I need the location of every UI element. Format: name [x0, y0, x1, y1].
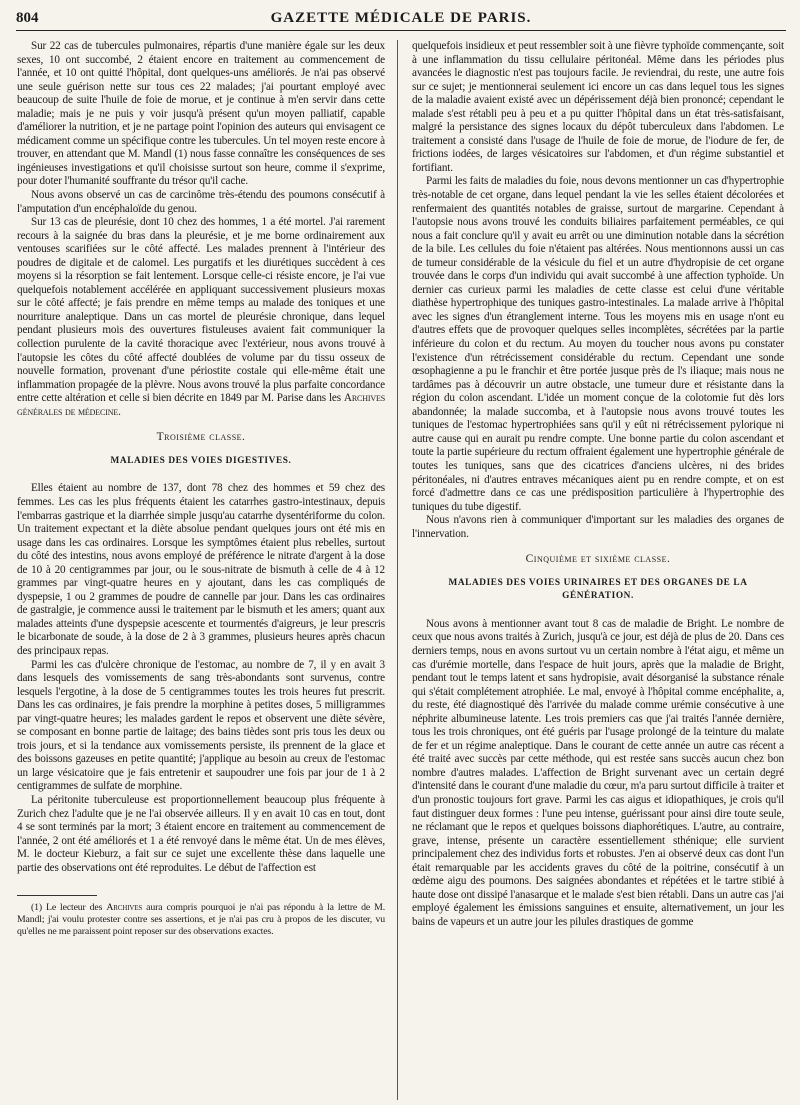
- left-column: [17, 40, 385, 1102]
- paragraph-peritonitis-cont: quelquefois insidieux et peut ressembler soit à une fièvre typhoïde commençante, soit à une inflammation du tissu cellulaire péritonéal. Même dans les périodes plus avancées le diagnostic n'est pas toujours facile. Je reviendrai, du reste, une autre fois sur ce sujet; je mentionnerai seulement ici encore un cas dans lequel tous les signes de la maladie avaient existé avec un dépérissement déjà bien prononcé; cependant le malade s'est rétabli peu à peu et a pu quitter l'hôpital dans un état très-satisfaisant, malgré la persistance des signes locaux du dépôt tuberculeux dans l'abdomen. Le traitement a consisté dans l'usage de l'huile de foie de morue, de l'iodure de fer, de frictions iodées, de larges vésicatoires sur l'abdomen, et d'un régime substantiel et fortifiant.: [412, 40, 784, 174]
- section-heading-class-3: Troisième classe.: [156, 431, 246, 444]
- page-number: 804: [16, 10, 39, 26]
- paragraph-bright-disease: Nous avons à mentionner avant tout 8 cas de maladie de Bright. Le nombre de ceux que nous avons traités à Zurich, jusqu'à ce jour, est déjà de plus de 20. Dans ces derniers temps, nous en avons surtout vu un certain nombre à l'état aigu, et même un cas d'urémie mortelle, dans l'espace de huit jours, après que la maladie de Bright, pendant tout le temps latent et sans hydropisie, avait désorganisé la substance rénale qui s'était complétement atrophiée. Le mal, envoyé à l'hôpital comme encéphalite, a, du reste, été diagnostiqué dès l'arrivée du malade comme urémie consécutive à une néphrite albumineuse latente. Les trois premiers cas que j'ai traités l'année dernière, tous les trois chroniques, ont été guéris par l'usage prolongé de la teinture du malate de fer et un régime analeptique. Dans le courant de cette année un autre cas récent a été traité avec succès par cette méthode, qui est restée sans succès aucun chez bon nombre d'autres malades. L'affection de Bright survenant avec un certain degré d'intensité dans le courant d'une maladie du cœur, m'a paru surtout difficile à traiter et d'un pronostic toujours fort grave. Parmi les cas aigus et idiopathiques, je crois qu'il faut distinguer deux formes : l'une peu intense, guérissant pour ainsi dire toute seule, ne réclamant que le repos et quelques boissons diaphorétiques. L'autre, au contraire, grave, intense, présente un caractère essentiellement sthénique; elle survient principalement chez des individus forts et robustes. J'en ai observé deux cas dont l'un était remarquable par les accidents graves du côté de la poitrine, consécutif à un œdème aigu des poumons. Des saignées abondantes et répétées et le tartre stibié à haute dose ont dissipé l'anasarque et le malade s'est bien rétabli. Dans un autre cas j'ai employé également les émissions sanguines et ensuite, alternativement, un jour les bains de vapeurs et un autre jour les pilules drastiques de gomme: [412, 617, 784, 928]
- paragraph-tuberculosis: Sur 22 cas de tubercules pulmonaires, répartis d'une manière égale sur les deux sexes, 10 ont succombé, 2 étaient encore en traitement au commencement de l'année, et 10 ont quitté l'hôpital, dont quelques-uns améliorés. Je n'ai pas observé une seule guérison nette sur tous ces 22 malades; j'ai pourtant employé avec beaucoup de suite l'huile de foie de morue, et je continue à m'en servir dans cette maladie; mais je ne puis y voir jusqu'à présent qu'un moyen palliatif, capable d'améliorer la nutrition, et je ne partage point l'opinion des auteurs qui envisagent ce médicament comme un spécifique contre les tubercules. Un tel moyen reste encore à trouver, en attendant que M. Mandl (1) nous fasse connaître les conséquences de ses ingénieuses investigations et qu'il choisisse surtout son heure, comme il s'exprime, pour doter l'humanité souffrante du trésor qu'il cache.: [17, 40, 385, 188]
- source-citation: Archives générales de médecine.: [17, 392, 385, 418]
- page-header: [16, 8, 786, 31]
- paragraph-digestive: Elles étaient au nombre de 137, dont 78 chez des hommes et 59 chez des femmes. Les cas les plus fréquents étaient les catarrhes gastro-intestinaux, depuis l'embarras gastrique et la diarrhée simple jusqu'au catarrhe dysentériforme du colon. Un traitement expectant et la diète absolue pendant quelques jours ont été mis en usage dans les cas ordinaires. Lorsque les symptômes étaient plus rebelles, surtout du côté des intestins, nous avons employé de préférence le nitrate d'argent à la dose de 10 à 20 centigrammes par jour, ou le sous-nitrate de bismuth à celle de 4 à 12 grammes par vingt-quatre heures en y ajoutant, dans les cas compliqués de dyspepsie, 1 ou 2 grammes de poudre de cannelle par jour. Dans les cas ordinaires de gastralgie, je commence aussi le traitement par le bismuth et les amers; quant aux malades atteints d'une dyspepsie acescente et tourmentés d'aigreurs, je leur prescris le bicarbonate de soude, à la dose de 2 à 3 grammes, plusieurs heures après chacun des principaux repas.: [17, 482, 385, 657]
- paragraph-pleurisy: [17, 216, 385, 419]
- section-subheading-digestive: MALADIES DES VOIES DIGESTIVES.: [110, 455, 292, 466]
- footnote-text-b: aura compris pourquoi je n'ai pas répondu à la lettre de M. Mandl; j'ai voulu protester contre ses assertions, et je n'ai pas cru à propos de les discuter, vu qu'elles ne me paraissent point reposer sur des observations exactes.: [17, 902, 385, 938]
- footnote-text-a: (1) Le lecteur des: [31, 902, 107, 914]
- footnote-source: Archives: [106, 902, 143, 914]
- section-subheading-urinary: MALADIES DES VOIES URINAIRES ET DES ORGANES DE LA GÉNÉRATION.: [448, 577, 748, 602]
- paragraph-carcinoma: Nous avons observé un cas de carcinôme très-étendu des poumons consécutif à l'amputation d'un encéphaloïde du genou.: [17, 189, 385, 215]
- paragraph-liver: Parmi les faits de maladies du foie, nous devons mentionner un cas d'hypertrophie très-notable de cet organe, dans lequel pendant la vie les selles étaient décolorées et renfermaient des quantités notables de graisse, surtout de margarine. Cependant à l'autopsie nous avons trouvé les conduits biliaires parfaitement perméables, ce qui nous a fait conclure qu'il y avait eu arrêt ou une diminution notable dans la sécrétion de la bile. Les cellules du foie n'étaient pas altérées. Nous mentionnons aussi un cas de tumeur considérable de la vésicule du fiel et un autre d'hydropisie de cet organe trouvée dans le corps d'un individu qui avait succombé à une affection typhoïde. Un dernier cas curieux parmi les maladies de cette classe est celui d'une véritable diathèse hypertrophique des tuniques gastro-intestinales. La malade arrive à l'hôpital avec les signes d'un étranglement interne. Tous les moyens mis en usage n'ont eu d'autres effets que de provoquer quelques selles incomplètes, sécrétées par la partie inférieure du colon et du rectum. Au moyen du toucher nous avons pu constater l'existence d'un rétrécissement considérable du rectum. Cependant une sonde œsophagienne a pu le franchir et être portée jusque près de l's iliaque; mais nous ne tardâmes pas à découvrir un autre obstacle, une tumeur dure et résistante dans la région du colon ascendant. L'idée un moment conçue de la colotomie fut dès lors abandonnée; la malade succomba, et à l'autopsie nous avons trouvé toutes les tuniques de l'estomac hypertrophiées sans qu'il y eût ni rétrécissement pylorique ni autre cause qui en aurait pu rendre compte. Une bonne partie du colon ascendant et toute la partie supérieure du rectum offraient également une hypertrophie générale de toutes les tuniques, sans que des cicatrices d'anciens ulcères, ni des brides péritonéales, ni d'autres entraves mécaniques aient pu en rendre compte, et on est forcé d'admettre dans ce cas une prédisposition particulière à l'hypertrophie des tuniques du tube digestif.: [412, 175, 784, 513]
- pleurisy-text: Sur 13 cas de pleurésie, dont 10 chez des hommes, 1 a été mortel. J'ai rarement recours à la saignée du bras dans la pleurésie, et je me borne ordinairement aux ventouses scarifiées sur le côté affecté. Les malades prennent à l'intérieur des poudres de digitale et de calomel. Les purgatifs et les diurétiques succèdent à ces moyens si la résorption se fait lentement. Lorsque celle-ci résiste encore, je l'ai vue quelquefois notablement accélérée en appliquant successivement plusieurs moxas sur le côté affecté; je fais prendre en même temps au malade des toniques et une nourriture analeptique. Dans un cas mortel de pleurésie chronique, dans lequel pendant plusieurs mois des ouvertures fistuleuses avaient fait communiquer la collection purulente de la cavité thoracique avec l'extérieur, nous avons trouvé à l'autopsie les côtes du côté affecté doublées de volume par du tissu osseux de nouvelle formation, provenant d'une périostite costale qui elle-même était une inflammation propagée de la plèvre. Nous avons trouvé la plus parfaite concordance entre cette altération et celle si bien décrite en 1849 par M. Parise dans les: [17, 216, 385, 405]
- right-column: [412, 40, 784, 1102]
- footnote: [17, 902, 385, 938]
- paragraph-innervation: Nous n'avons rien à communiquer d'important sur les maladies des organes de l'innervation.: [412, 514, 784, 540]
- paragraph-stomach-ulcer: Parmi les cas d'ulcère chronique de l'estomac, au nombre de 7, il y en avait 3 dans lesquels des vomissements de sang très-abondants sont survenus, contre lesquels l'ergotine, à la dose de 5 centigrammes toutes les trois heures fut prescrit. Dans les cas ordinaires, je fais prendre la morphine à petites doses, 5 milligrammes par vingt-quatre heures; les malades gardent le repos et observent une diète sévère, se composant en bonne partie de laitage; des bains tièdes sont pris tous les deux ou trois jours, et si la tendance aux vomissements persiste, ils prennent de la glace et des boissons gazeuses en petite quantité; j'applique au besoin au creux de l'estomac un large vésicatoire que je fais entretenir et saupoudrer une fois par jour de 1 à 2 centigrammes de sulfate de morphine.: [17, 658, 385, 793]
- footnote-divider: [17, 895, 97, 896]
- journal-title: GAZETTE MÉDICALE DE PARIS.: [270, 10, 532, 26]
- paragraph-peritonitis: La péritonite tuberculeuse est proportionnellement beaucoup plus fréquente à Zurich chez l'adulte que je ne l'ai observée ailleurs. Il y en avait 10 cas en tout, dont 4 se sont terminés par la mort; 3 étaient encore en traitement au commencement de l'année, 2 ont été améliorés et 1 a été renvoyé dans le même état. Un de mes élèves, M. le docteur Kieburz, a fait sur ce sujet une excellente thèse dans laquelle une partie des observations ont été reproduites. Le début de l'affection est: [17, 793, 385, 874]
- section-heading-class-5-6: Cinquième et sixième classe.: [525, 553, 671, 566]
- column-divider: [397, 40, 398, 1100]
